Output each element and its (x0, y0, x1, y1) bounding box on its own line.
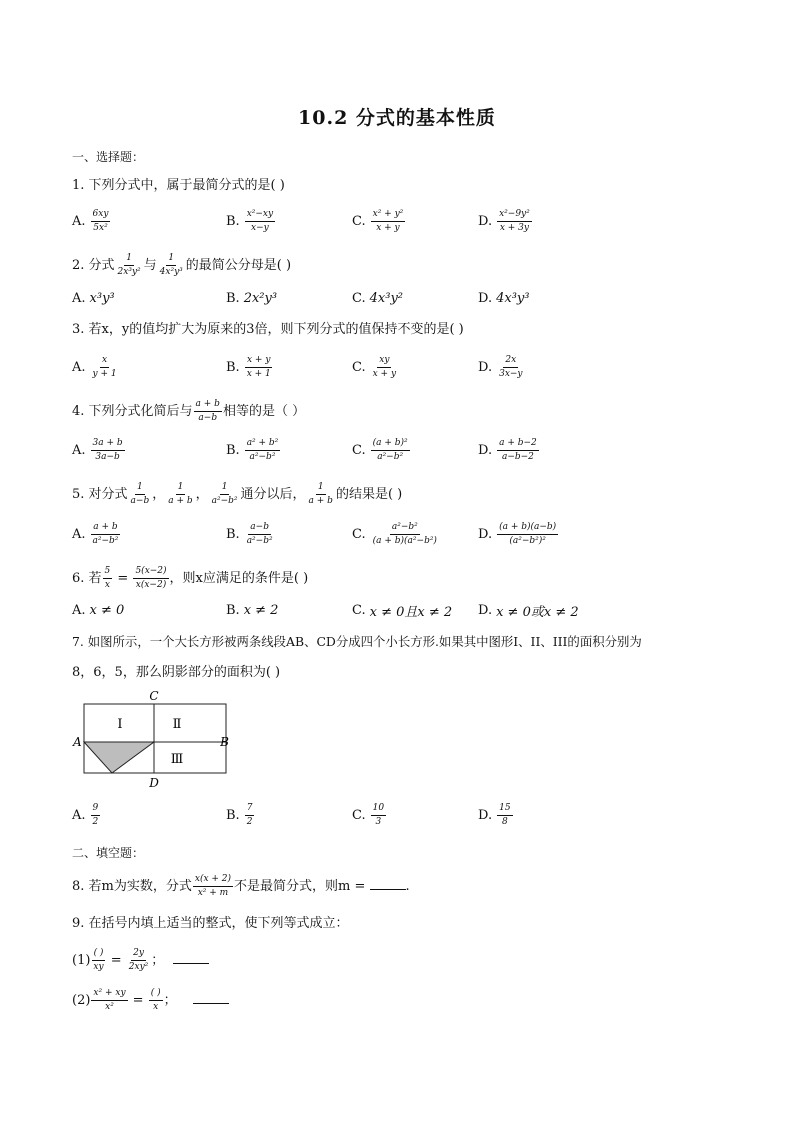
option-d[interactable]: D. $\frac{15}{8}$ (478, 802, 511, 827)
fraction: $\frac{a-b}{\text{a²−b²}}$ (246, 521, 273, 546)
option-a[interactable]: A. $\frac{a + b}{\text{a²−b²}}$ (72, 521, 119, 546)
option-d[interactable]: D. $\frac{(a + b)(a-b)}{\text{(a²−b²)²}}$ (478, 521, 557, 546)
fraction: $\frac{xy}{x + y}$ (372, 354, 397, 379)
option-c[interactable]: C. $\frac{10}{3}$ (352, 802, 385, 827)
question-3: 3. 若x，y的值均扩大为原来的3倍，则下列分式的值保持不变的是( ) (72, 322, 464, 337)
answer-blank[interactable] (193, 991, 229, 1004)
option-c[interactable]: C. $\frac{xy}{x + y}$ (352, 354, 397, 379)
option-a[interactable]: A. $\frac{x}{y + 1}$ (72, 354, 117, 379)
option-c[interactable]: C. x ≠ 0且x ≠ 2 (352, 602, 453, 620)
question-9: 9. 在括号内填上适当的整式，使下列等式成立： (72, 916, 349, 931)
option-a[interactable]: A. x³y³ (72, 290, 115, 306)
label-region-2: Ⅱ (172, 717, 182, 732)
label-region-1: Ⅰ (117, 717, 123, 732)
answer-blank[interactable] (370, 877, 406, 890)
option-a[interactable]: A. x ≠ 0 (72, 602, 125, 618)
option-a[interactable]: A. $\frac{6xy}{\text{5x²}}$ (72, 208, 109, 233)
fraction: $\frac{x + y}{x + 1}$ (246, 354, 271, 379)
option-a[interactable]: A. $\frac{9}{2}$ (72, 802, 99, 827)
fraction: $\frac{7}{2}$ (246, 802, 253, 827)
question-4: 4. 下列分式化简后与 $\frac{a + b}{a-b}$ 相等的是（ ） (72, 399, 306, 423)
fraction: $\frac{1}{\text{a²−b²}}$ (211, 482, 238, 506)
fraction: $\frac{\text{x² + xy}}{\text{x²}}$ (93, 988, 126, 1012)
question-7-line-1: 7. 如图所示，一个大长方形被两条线段AB、CD分成四个小长方形.如果其中图形I、II、III的面积分别为 (72, 634, 642, 649)
option-d[interactable]: D. $\frac{a + b-2}{a-b-2}$ (478, 437, 537, 462)
shaded-triangle (84, 742, 154, 773)
fraction: $\frac{x(x + 2)}{\text{x² + m}}$ (194, 874, 232, 898)
option-b[interactable]: B. $\frac{a-b}{\text{a²−b²}}$ (226, 521, 273, 546)
label-c: C (149, 689, 159, 703)
option-d[interactable]: D. 4x³y³ (478, 290, 530, 306)
fraction: $\frac{\text{(a + b)²}}{\text{a²−b²}}$ (372, 437, 408, 462)
fraction: $\frac{9}{2}$ (92, 802, 99, 827)
rectangle-figure (70, 688, 230, 790)
question-9-part-1: (1) $\frac{( )}{xy}$ = $\frac{2y}{\text{2xy²}}$ ； (72, 948, 209, 973)
fraction: $\frac{a + b}{\text{a²−b²}}$ (92, 521, 119, 546)
option-c[interactable]: C. $\frac{\text{(a + b)²}}{\text{a²−b²}}$ (352, 437, 408, 462)
question-5-options (72, 517, 732, 551)
question-9-part-2: (2) $\frac{\text{x² + xy}}{\text{x²}}$ = $\frac{( )}{x}$ ； (72, 988, 229, 1013)
fraction: $\frac{\text{x²−xy}}{x-y}$ (246, 208, 274, 233)
question-1: 1. 下列分式中，属于最简分式的是( ) (72, 178, 285, 193)
answer-blank[interactable] (173, 951, 209, 964)
label-d: D (149, 776, 159, 790)
fraction: $\frac{\text{x² + y²}}{x + y}$ (372, 208, 404, 233)
label-region-3: Ⅲ (170, 752, 184, 767)
fraction: $\frac{15}{8}$ (499, 802, 511, 827)
rectangle-diagram (70, 688, 230, 790)
section-heading-choice: 一、选择题： (72, 150, 145, 164)
fraction: $\frac{1}{\text{4x²y³}}$ (159, 253, 183, 277)
fraction: $\frac{\text{x²−9y²}}{x + 3y}$ (499, 208, 530, 233)
question-6: 6. 若 $\frac{5}{x}$ = $\frac{5(x-2)}{x(x-2)}$ ，则x应满足的条件是( ) (72, 566, 309, 590)
fraction: $\frac{6xy}{\text{5x²}}$ (92, 208, 109, 233)
fraction: $\frac{1}{a-b}$ (130, 482, 150, 506)
fraction: $\frac{1}{a + b}$ (308, 482, 333, 506)
option-d[interactable]: D. $\frac{2x}{3x-y}$ (478, 354, 523, 379)
option-b[interactable]: B. $\frac{\text{a² + b²}}{\text{a²−b²}}$ (226, 437, 279, 462)
page-title: 10.2 分式的基本性质 (298, 107, 496, 129)
option-b[interactable]: B. $\frac{\text{x²−xy}}{x-y}$ (226, 208, 274, 233)
question-5: 5. 对分式 $\frac{1}{a-b}$ ， $\frac{1}{a + b}$ ， $\frac{1}{\text{a²−b²}}$ 通分以后， $\frac{1}{a + b}$ 的结果是( ) (72, 482, 403, 506)
option-c[interactable]: C. $\frac{\text{x² + y²}}{x + y}$ (352, 208, 404, 233)
question-1-options (72, 204, 732, 238)
fraction: $\frac{\text{a²−b²}}{\text{(a + b)(a²−b²)}}$ (372, 521, 437, 546)
option-a[interactable]: A. $\frac{3a + b}{3a-b}$ (72, 437, 123, 462)
fraction: $\frac{10}{3}$ (372, 802, 385, 827)
option-b[interactable]: B. 2x²y³ (226, 290, 278, 306)
label-b: B (220, 735, 229, 749)
fraction: $\frac{5}{x}$ (104, 566, 111, 590)
fraction: $\frac{\text{a² + b²}}{\text{a²−b²}}$ (246, 437, 279, 462)
option-d[interactable]: D. $\frac{\text{x²−9y²}}{x + 3y}$ (478, 208, 530, 233)
option-b[interactable]: B. $\frac{x + y}{x + 1}$ (226, 354, 271, 379)
fraction: $\frac{( )}{x}$ (150, 988, 161, 1012)
fraction: $\frac{3a + b}{3a-b}$ (92, 437, 123, 462)
question-3-options (72, 350, 732, 384)
fraction: $\frac{5(x-2)}{x(x-2)}$ (135, 566, 167, 590)
question-8: 8. 若m为实数，分式 $\frac{x(x + 2)}{\text{x² + m}}$ 不是最简分式，则m = . (72, 874, 410, 898)
option-c[interactable]: C. $\frac{\text{a²−b²}}{\text{(a + b)(a²−b²)}}$ (352, 521, 437, 546)
fraction: $\frac{x}{y + 1}$ (92, 354, 117, 379)
question-6-options (72, 593, 732, 627)
fraction: $\frac{a + b}{a-b}$ (195, 399, 220, 423)
question-4-options (72, 433, 732, 467)
question-7-options (72, 798, 732, 832)
fraction: $\frac{1}{a + b}$ (168, 482, 193, 506)
fraction: $\frac{a + b-2}{a-b-2}$ (499, 437, 537, 462)
option-b[interactable]: B. x ≠ 2 (226, 602, 279, 618)
question-2: 2. 分式 $\frac{1}{\text{2x³y²}}$ 与 $\frac{1}{\text{4x²y³}}$ 的最简公分母是( ) (72, 253, 292, 277)
fraction: $\frac{(a + b)(a-b)}{\text{(a²−b²)²}}$ (499, 521, 557, 546)
fraction: $\frac{2y}{\text{2xy²}}$ (128, 948, 149, 972)
option-d[interactable]: D. x ≠ 0或x ≠ 2 (478, 602, 579, 620)
question-7-line-2: 8，6，5，那么阴影部分的面积为( ) (72, 665, 281, 680)
option-c[interactable]: C. 4x³y² (352, 290, 403, 306)
fraction: $\frac{1}{\text{2x³y²}}$ (117, 253, 141, 277)
fraction: $\frac{( )}{xy}$ (93, 948, 104, 972)
option-b[interactable]: B. $\frac{7}{2}$ (226, 802, 253, 827)
label-a: A (73, 735, 82, 749)
section-heading-fill: 二、填空题： (72, 846, 145, 860)
fraction: $\frac{2x}{3x-y}$ (499, 354, 523, 379)
question-2-options (72, 281, 732, 315)
